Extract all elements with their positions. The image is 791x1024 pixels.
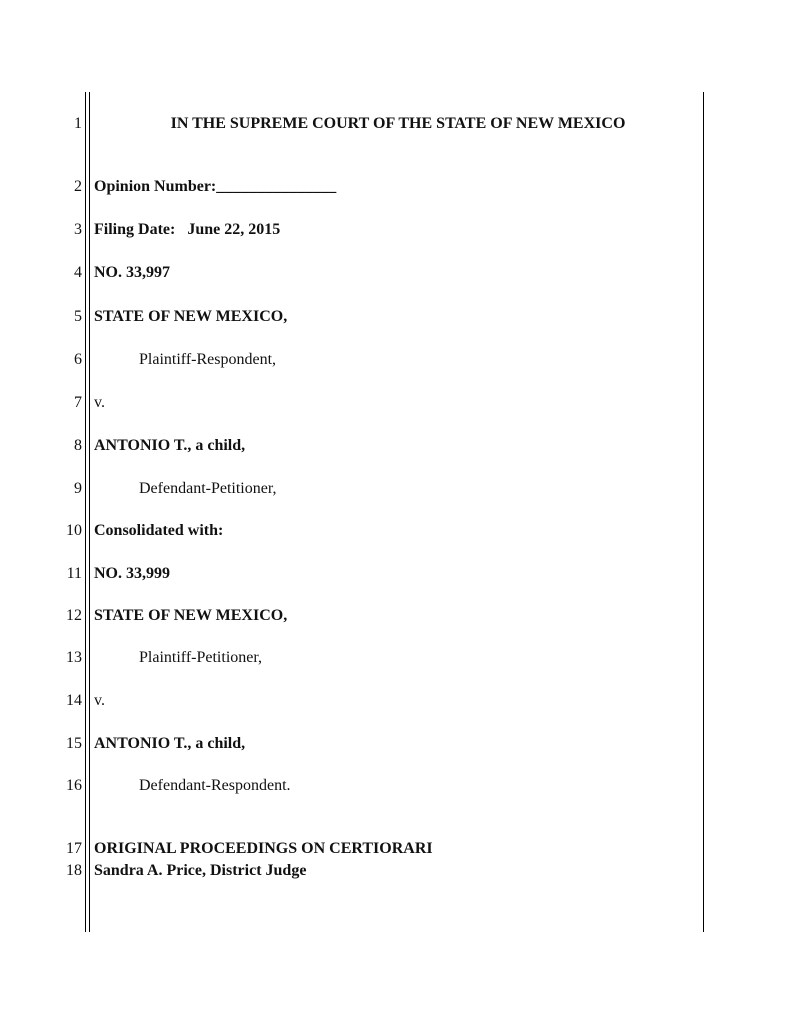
consolidated-with: Consolidated with: (94, 522, 224, 539)
line-number: 9 (74, 480, 82, 497)
case1-defendant-role: Defendant-Petitioner, (139, 480, 277, 497)
line-number: 15 (66, 735, 82, 752)
line-number: 3 (74, 221, 82, 238)
case1-defendant: ANTONIO T., a child, (94, 437, 246, 454)
case2-number: NO. 33,999 (94, 565, 170, 582)
opinion-number: Opinion Number:_______________ (94, 178, 337, 195)
proceedings-heading: ORIGINAL PROCEEDINGS ON CERTIORARI (94, 840, 433, 857)
line-number: 12 (66, 607, 82, 624)
case2-defendant: ANTONIO T., a child, (94, 735, 246, 752)
line-number: 6 (74, 351, 82, 368)
case1-plaintiff-role: Plaintiff-Respondent, (139, 351, 277, 368)
case1-number: NO. 33,997 (94, 264, 170, 281)
line-number: 13 (66, 649, 82, 666)
line-number: 2 (74, 178, 82, 195)
right-margin-rule (703, 92, 704, 932)
left-margin-rule-inner (89, 92, 90, 932)
line-number: 17 (66, 840, 82, 857)
line-number: 5 (74, 308, 82, 325)
court-title: IN THE SUPREME COURT OF THE STATE OF NEW MEXICO (170, 115, 626, 132)
left-margin-rule-outer (85, 92, 86, 932)
line-number: 11 (66, 565, 82, 582)
line-number: 10 (66, 522, 82, 539)
case1-plaintiff: STATE OF NEW MEXICO, (94, 308, 288, 325)
line-number: 1 (74, 115, 82, 132)
line-number: 14 (66, 692, 82, 709)
filing-date: Filing Date: June 22, 2015 (94, 221, 281, 238)
case2-plaintiff: STATE OF NEW MEXICO, (94, 607, 288, 624)
line-number: 8 (74, 437, 82, 454)
case2-versus: v. (94, 692, 105, 709)
district-judge: Sandra A. Price, District Judge (94, 862, 307, 879)
case2-plaintiff-role: Plaintiff-Petitioner, (139, 649, 263, 666)
case1-versus: v. (94, 394, 105, 411)
line-number: 7 (74, 394, 82, 411)
line-number: 18 (66, 862, 82, 879)
line-number: 4 (74, 264, 82, 281)
line-number: 16 (66, 777, 82, 794)
case2-defendant-role: Defendant-Respondent. (139, 777, 291, 794)
